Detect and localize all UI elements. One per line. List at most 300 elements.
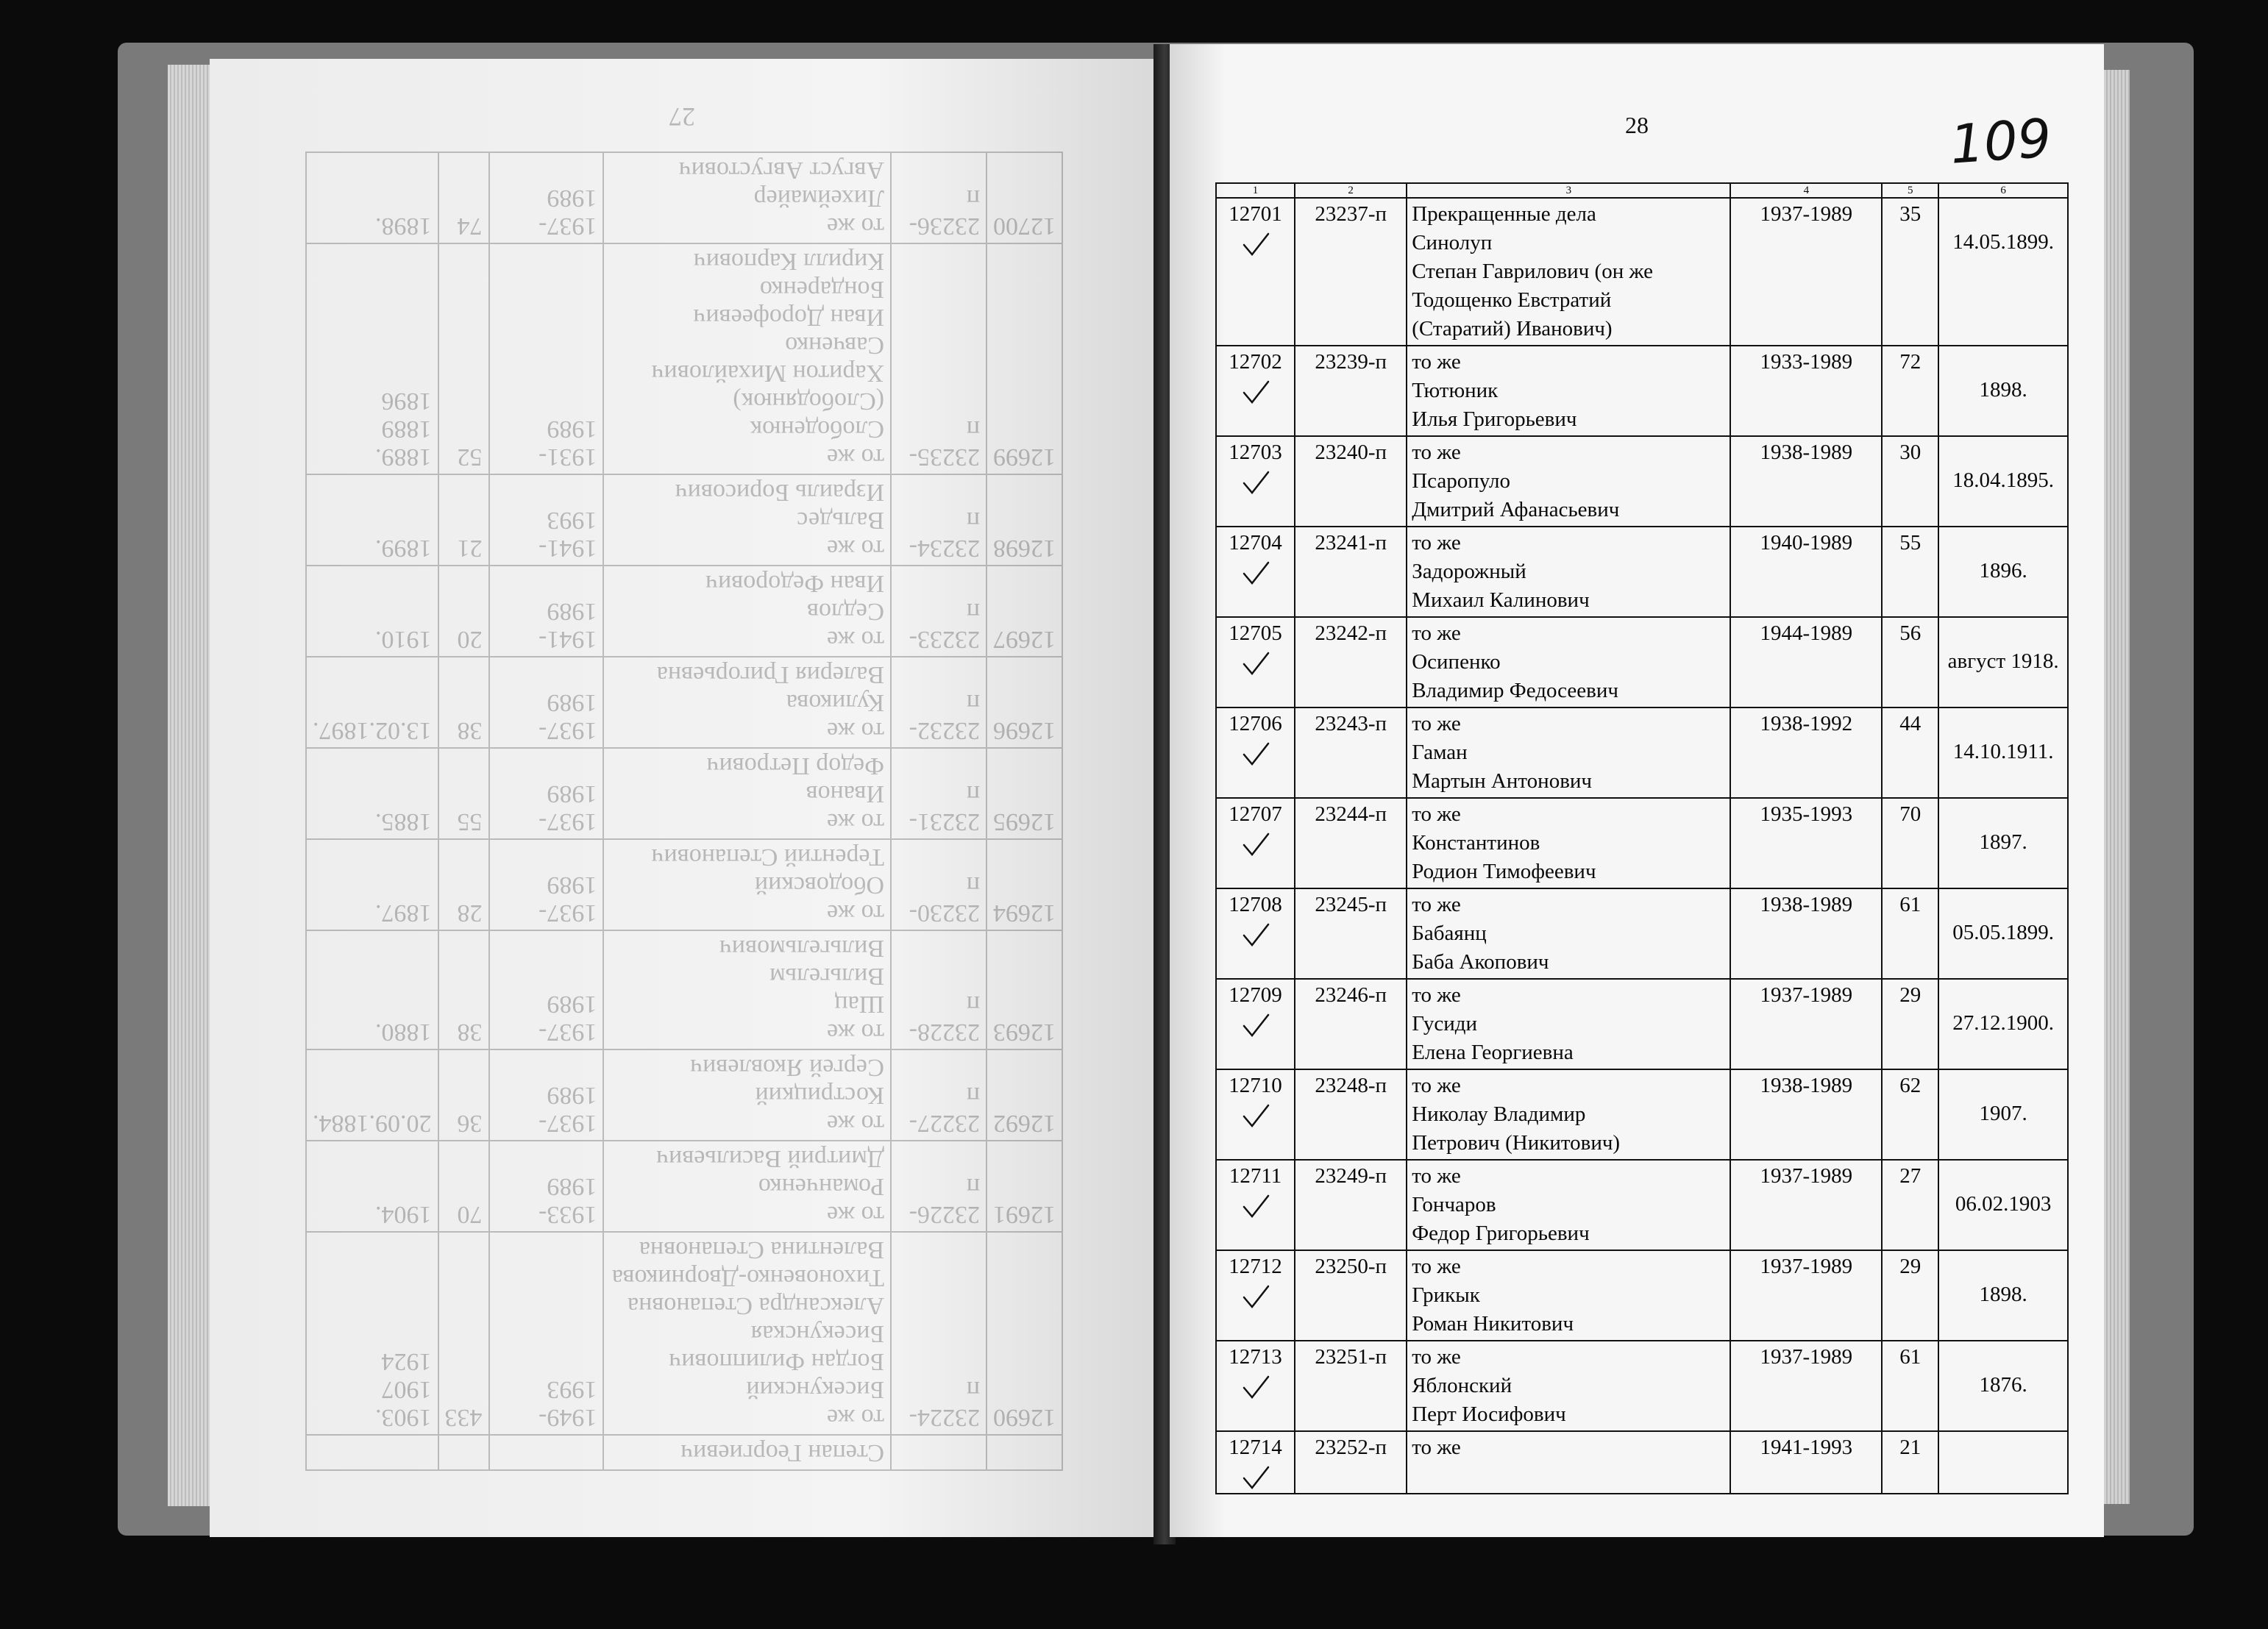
ghost-description-line: то же [826, 213, 885, 240]
case-number: 12703 [1229, 441, 1282, 464]
birth-date: 05.05.1899. [1952, 921, 2055, 944]
years-cell: 1933-1989 [1730, 346, 1882, 436]
sheet-count-cell: 29 [1882, 979, 1938, 1069]
ghost-description-line: Седлов [806, 598, 885, 625]
ghost-date: 1907 [381, 1376, 432, 1403]
birth-date: 18.04.1895. [1952, 468, 2055, 492]
case-number-cell [1216, 436, 1295, 527]
ghost-description-line: Вильгельм Вильгельмович [719, 935, 885, 990]
description-line: Елена Георгиевна [1412, 1041, 1574, 1064]
ghost-description-line: Савченко [785, 332, 885, 359]
ghost-dates [306, 1232, 438, 1435]
ghost-description [603, 930, 891, 1049]
case-description-cell [1407, 617, 1730, 707]
ghost-description [603, 1232, 891, 1435]
table-row [1216, 198, 2068, 346]
sheet-count-cell: 55 [1882, 527, 1938, 617]
ghost-date: 1880. [375, 1019, 432, 1046]
ghost-description-line: Степан Георгиевич [680, 1439, 885, 1466]
birth-date-cell [1938, 1069, 2068, 1160]
archive-ref-cell: 23244-п [1295, 798, 1407, 888]
sheet-count-cell: 70 [1882, 798, 1938, 888]
ghost-years: 1937-1989 [489, 839, 604, 930]
birth-date-cell [1938, 707, 2068, 798]
ghost-date: 13.02.1897. [313, 717, 432, 744]
ghost-archive-ref: 23230-п [891, 839, 987, 930]
table-row [1216, 1160, 2068, 1250]
ghost-description-line: Лихеймайер [753, 185, 885, 212]
handwritten-checkmark-icon [1241, 470, 1270, 496]
ghost-dates [306, 1049, 438, 1141]
ghost-case-number: 12695 [987, 748, 1062, 839]
left-page-number: 27 [669, 102, 695, 132]
table-row [1216, 979, 2068, 1069]
birth-date-cell [1938, 1341, 2068, 1431]
case-description-cell [1407, 1069, 1730, 1160]
ghost-description-line: Иван Дорофеевич [693, 304, 885, 331]
table-row [1216, 436, 2068, 527]
years-cell: 1938-1989 [1730, 1069, 1882, 1160]
ghost-archive-ref: 23226-п [891, 1141, 987, 1232]
ghost-case-number: 12699 [987, 243, 1062, 474]
ghost-description-line: Бондаренко [759, 276, 885, 303]
years-cell: 1937-1989 [1730, 1341, 1882, 1431]
ghost-description-line: Иванов [806, 780, 885, 808]
description-line: Гаман [1412, 741, 1468, 764]
case-number: 12712 [1229, 1255, 1282, 1278]
ghost-description-line: то же [826, 1110, 885, 1137]
birth-date-cell [1938, 1431, 2068, 1494]
sheet-count-cell: 35 [1882, 198, 1938, 346]
ghost-years: 1937-1989 [489, 748, 604, 839]
ghost-years: 1941-1993 [489, 474, 604, 566]
handwritten-checkmark-icon [1241, 651, 1270, 677]
case-number: 12702 [1229, 350, 1282, 374]
description-line: Илья Григорьевич [1412, 407, 1577, 431]
ghost-description-line: то же [826, 626, 885, 653]
ghost-description-line: Август Августович [678, 157, 885, 184]
ghost-description-line: Ободовский [754, 871, 885, 899]
birth-date: 27.12.1900. [1952, 1011, 2055, 1035]
ghost-archive-ref: 23234-п [891, 474, 987, 566]
description-line: то же [1412, 1074, 1461, 1097]
ghost-description-line: Сергей Яковлевич [690, 1054, 885, 1081]
sheet-count-cell: 61 [1882, 888, 1938, 979]
case-number: 12714 [1229, 1436, 1282, 1459]
column-header-row [1216, 183, 2068, 198]
table-row [1216, 798, 2068, 888]
case-number: 12711 [1229, 1164, 1282, 1188]
ghost-description-line: Куликова [786, 689, 885, 716]
ghost-date: 1924 [381, 1348, 432, 1375]
birth-date-cell [1938, 527, 2068, 617]
ghost-description-line: Валентина Степановна [639, 1236, 885, 1263]
birth-date-cell [1938, 436, 2068, 527]
column-header: 5 [1882, 183, 1938, 198]
ghost-row [306, 566, 1062, 657]
ghost-description-line: Кострицкий [755, 1082, 885, 1109]
description-line: Синолуп [1412, 231, 1493, 254]
birth-date-cell [1938, 198, 2068, 346]
ghost-description [603, 1435, 891, 1470]
birth-date: 1876. [1979, 1373, 2027, 1397]
column-header: 2 [1295, 183, 1407, 198]
description-line: Николау Владимир [1412, 1102, 1586, 1126]
case-number-cell [1216, 888, 1295, 979]
ghost-description-line: Харитон Михайлович [651, 360, 885, 387]
ghost-description-line: то же [826, 1404, 885, 1431]
birth-date-cell [1938, 1160, 2068, 1250]
archive-ref-cell: 23239-п [1295, 346, 1407, 436]
ghost-description [603, 748, 891, 839]
right-page [1170, 44, 2104, 1537]
ghost-case-number: 12698 [987, 474, 1062, 566]
ghost-dates [306, 657, 438, 748]
birth-date: 14.05.1899. [1952, 230, 2055, 254]
ghost-years: 1937-1989 [489, 930, 604, 1049]
ghost-description-line: Израиль Борисович [675, 479, 885, 506]
case-number-cell [1216, 979, 1295, 1069]
birth-date: 06.02.1903 [1955, 1192, 2052, 1216]
ghost-dates [306, 243, 438, 474]
ghost-row [306, 930, 1062, 1049]
description-line: то же [1412, 1436, 1461, 1459]
case-number-cell [1216, 527, 1295, 617]
case-description-cell [1407, 707, 1730, 798]
case-number-cell [1216, 1250, 1295, 1341]
ghost-description-line: то же [826, 717, 885, 744]
ghost-date: 1896 [381, 388, 432, 415]
ghost-row [306, 839, 1062, 930]
archive-ref-cell: 23245-п [1295, 888, 1407, 979]
description-line: Баба Акопович [1412, 950, 1549, 974]
ghost-description-line: Валерия Григорьевна [656, 661, 885, 688]
description-line: Роман Никитович [1412, 1312, 1574, 1336]
table-row [1216, 1431, 2068, 1494]
ghost-date: 1897. [375, 899, 432, 927]
years-cell: 1940-1989 [1730, 527, 1882, 617]
archive-ref-cell: 23251-п [1295, 1341, 1407, 1431]
sheet-count-cell: 62 [1882, 1069, 1938, 1160]
ghost-dates [306, 748, 438, 839]
handwritten-checkmark-icon [1241, 922, 1270, 949]
handwritten-checkmark-icon [1241, 1103, 1270, 1130]
case-number-cell [1216, 1160, 1295, 1250]
archive-ref-cell: 23248-п [1295, 1069, 1407, 1160]
description-line: то же [1412, 441, 1461, 464]
years-cell: 1937-1989 [1730, 1250, 1882, 1341]
case-description-cell [1407, 436, 1730, 527]
case-description-cell [1407, 1341, 1730, 1431]
ghost-description-line: Тихоновенко-Дворникова [611, 1264, 885, 1291]
archive-ref-cell: 23243-п [1295, 707, 1407, 798]
description-line: то же [1412, 1345, 1461, 1369]
case-description-cell [1407, 888, 1730, 979]
table-row [1216, 527, 2068, 617]
ghost-years: 1933-1989 [489, 1141, 604, 1232]
ghost-years: 1937-1989 [489, 152, 604, 243]
case-number: 12710 [1229, 1074, 1282, 1097]
ghost-dates [306, 1435, 438, 1470]
ghost-count: 55 [438, 748, 489, 839]
description-line: Гусиди [1412, 1012, 1478, 1035]
birth-date-cell [1938, 798, 2068, 888]
ghost-date: 1885. [375, 808, 432, 835]
handwritten-checkmark-icon [1241, 1465, 1270, 1491]
ghost-description-line: то же [826, 808, 885, 835]
ghost-row [306, 243, 1062, 474]
case-description-cell [1407, 527, 1730, 617]
ghost-description-line: Романченко [758, 1173, 885, 1200]
ghost-description-line: Бисекунская [750, 1320, 885, 1347]
ghost-date: 1904. [375, 1201, 432, 1228]
description-line: Перт Иосифович [1412, 1402, 1566, 1426]
ghost-description-line: Дмитрий Васильевич [655, 1145, 885, 1172]
ghost-count: 28 [438, 839, 489, 930]
ghost-description-line: то же [826, 1201, 885, 1228]
register-table [1215, 182, 2069, 1494]
handwritten-checkmark-icon [1241, 1375, 1270, 1401]
birth-date-cell [1938, 888, 2068, 979]
ghost-row [306, 657, 1062, 748]
ghost-description [603, 657, 891, 748]
case-number: 12704 [1229, 531, 1282, 555]
years-cell: 1937-1989 [1730, 979, 1882, 1069]
years-cell: 1937-1989 [1730, 1160, 1882, 1250]
ghost-years: 1949-1993 [489, 1232, 604, 1435]
ghost-count: 433 [438, 1232, 489, 1435]
column-header: 4 [1730, 183, 1882, 198]
case-description-cell [1407, 1250, 1730, 1341]
ghost-years: 1941-1989 [489, 566, 604, 657]
ghost-count: 36 [438, 1049, 489, 1141]
case-description-cell [1407, 198, 1730, 346]
archive-ref-cell: 23246-п [1295, 979, 1407, 1069]
case-description-cell [1407, 1431, 1730, 1494]
ghost-description-line: Федор Петрович [706, 752, 885, 780]
ghost-years: 1931-1989 [489, 243, 604, 474]
ghost-row [306, 1232, 1062, 1435]
table-row [1216, 888, 2068, 979]
handwritten-checkmark-icon [1241, 832, 1270, 858]
ghost-dates [306, 566, 438, 657]
case-number: 12708 [1229, 893, 1282, 916]
case-number: 12701 [1229, 202, 1282, 226]
description-line: Псаропуло [1412, 469, 1510, 493]
ghost-row [306, 1435, 1062, 1470]
ghost-description-line: Вальдес [797, 507, 885, 534]
ghost-description-line: то же [826, 535, 885, 562]
description-line: (Старатий) Иванович) [1412, 317, 1613, 341]
description-line: Константинов [1412, 831, 1540, 855]
column-header: 3 [1407, 183, 1730, 198]
case-number-cell [1216, 707, 1295, 798]
ghost-archive-ref: 23233-п [891, 566, 987, 657]
ghost-dates [306, 152, 438, 243]
table-row [1216, 1341, 2068, 1431]
ghost-date: 1899. [375, 535, 432, 562]
column-header: 1 [1216, 183, 1295, 198]
archive-ref-cell: 23250-п [1295, 1250, 1407, 1341]
handwritten-checkmark-icon [1241, 741, 1270, 768]
archive-ref-cell: 23237-п [1295, 198, 1407, 346]
ghost-archive-ref: 23235-п [891, 243, 987, 474]
archive-ref-cell: 23249-п [1295, 1160, 1407, 1250]
ghost-case-number: 12696 [987, 657, 1062, 748]
ghost-description-line: Иван Федорович [705, 570, 885, 597]
ghost-case-number: 12694 [987, 839, 1062, 930]
ghost-description [603, 839, 891, 930]
archive-ref-cell: 23240-п [1295, 436, 1407, 527]
handwritten-checkmark-icon [1241, 1194, 1270, 1220]
description-line: Дмитрий Афанасьевич [1412, 498, 1620, 521]
years-cell: 1937-1989 [1730, 198, 1882, 346]
birth-date: 1907. [1979, 1102, 2027, 1125]
case-number-cell [1216, 346, 1295, 436]
ghost-description [603, 1141, 891, 1232]
ghost-description-line: Богдан Филиппович [669, 1348, 885, 1375]
description-line: Петрович (Никитович) [1412, 1131, 1621, 1155]
description-line: Федор Григорьевич [1412, 1222, 1590, 1245]
description-line: то же [1412, 893, 1461, 916]
ghost-case-number: 12691 [987, 1141, 1062, 1232]
ghost-description [603, 474, 891, 566]
archive-ref-cell: 23252-п [1295, 1431, 1407, 1494]
ghost-description-line: Шац [834, 991, 885, 1018]
case-description-cell [1407, 1160, 1730, 1250]
ghost-years [489, 1435, 604, 1470]
description-line: то же [1412, 712, 1461, 735]
description-line: Родион Тимофеевич [1412, 860, 1596, 883]
ghost-count: 74 [438, 152, 489, 243]
sheet-count-cell: 27 [1882, 1160, 1938, 1250]
table-row [1216, 1250, 2068, 1341]
birth-date-cell [1938, 1250, 2068, 1341]
ghost-description-line: Терентий Степанович [651, 844, 885, 871]
ghost-dates [306, 930, 438, 1049]
column-header: 6 [1938, 183, 2068, 198]
years-cell: 1938-1989 [1730, 888, 1882, 979]
ghost-count: 21 [438, 474, 489, 566]
ghost-table [305, 152, 1063, 1471]
table-row [1216, 617, 2068, 707]
table-row [1216, 1069, 2068, 1160]
ghost-count: 38 [438, 657, 489, 748]
description-line: то же [1412, 1255, 1461, 1278]
years-cell: 1935-1993 [1730, 798, 1882, 888]
ghost-description [603, 1049, 891, 1141]
sheet-count-cell: 56 [1882, 617, 1938, 707]
ghost-description-line: Александра Степановна [628, 1292, 885, 1319]
ghost-dates [306, 474, 438, 566]
ghost-description [603, 243, 891, 474]
years-cell: 1938-1989 [1730, 436, 1882, 527]
description-line: Задорожный [1412, 560, 1526, 583]
ghost-case-number [987, 1435, 1062, 1470]
description-line: Осипенко [1412, 650, 1501, 674]
ghost-count: 70 [438, 1141, 489, 1232]
ghost-years: 1937-1989 [489, 657, 604, 748]
birth-date: 1897. [1979, 830, 2027, 854]
description-line: то же [1412, 531, 1461, 555]
case-description-cell [1407, 798, 1730, 888]
years-cell: 1938-1992 [1730, 707, 1882, 798]
handwritten-checkmark-icon [1241, 1013, 1270, 1039]
ghost-date: 1889. [375, 443, 432, 471]
birth-date-cell [1938, 979, 2068, 1069]
case-number-cell [1216, 198, 1295, 346]
ghost-description [603, 152, 891, 243]
handwritten-checkmark-icon [1241, 232, 1270, 258]
ghost-description-line: Бисекунский [746, 1376, 885, 1403]
case-number: 12707 [1229, 802, 1282, 826]
ghost-description-line: Слободенюк (Слободянюк) [733, 388, 885, 443]
ghost-date: 1910. [375, 626, 432, 653]
page-stack-right [2100, 70, 2130, 1504]
case-number-cell [1216, 1341, 1295, 1431]
ghost-count: 20 [438, 566, 489, 657]
right-page-number: 28 [1625, 112, 1649, 138]
ghost-case-number: 12693 [987, 930, 1062, 1049]
case-description-cell [1407, 346, 1730, 436]
description-line: Яблонский [1412, 1374, 1512, 1397]
ghost-description-line: то же [826, 443, 885, 471]
ghost-case-number: 12692 [987, 1049, 1062, 1141]
page-stack-left [168, 65, 212, 1506]
case-number: 12705 [1229, 621, 1282, 645]
description-line: Тодощенко Евстратий [1412, 288, 1612, 312]
description-line: то же [1412, 983, 1461, 1007]
sheet-count-cell: 29 [1882, 1250, 1938, 1341]
ghost-description-line: Кирилл Карпович [693, 248, 885, 275]
sheet-count-cell: 61 [1882, 1341, 1938, 1431]
description-line: Тютюник [1412, 379, 1499, 402]
description-line: Мартын Антонович [1412, 769, 1592, 793]
archive-ref-cell: 23241-п [1295, 527, 1407, 617]
ghost-archive-ref: 23227-п [891, 1049, 987, 1141]
description-line: то же [1412, 350, 1461, 374]
description-line: то же [1412, 1164, 1461, 1188]
archive-ref-cell: 23242-п [1295, 617, 1407, 707]
case-number-cell [1216, 798, 1295, 888]
description-line: то же [1412, 802, 1461, 826]
ghost-date: 20.09.1884. [313, 1110, 432, 1137]
ghost-description [603, 566, 891, 657]
ghost-row [306, 152, 1062, 243]
description-line: Владимир Федосеевич [1412, 679, 1618, 702]
bleed-through-text [305, 74, 1063, 1471]
sheet-count-cell: 72 [1882, 346, 1938, 436]
ghost-dates [306, 1141, 438, 1232]
handwritten-checkmark-icon [1241, 560, 1270, 587]
ghost-date: 1889 [381, 416, 432, 443]
ghost-dates [306, 839, 438, 930]
ghost-row [306, 748, 1062, 839]
ghost-date: 1898. [375, 213, 432, 240]
case-description-cell [1407, 979, 1730, 1069]
ghost-case-number: 12700 [987, 152, 1062, 243]
sheet-count-cell: 44 [1882, 707, 1938, 798]
case-number-cell [1216, 1069, 1295, 1160]
handwritten-checkmark-icon [1241, 1284, 1270, 1311]
years-cell: 1941-1993 [1730, 1431, 1882, 1494]
ghost-archive-ref: 23228-п [891, 930, 987, 1049]
birth-date: 1896. [1979, 559, 2027, 582]
description-line: Грикык [1412, 1283, 1480, 1307]
ghost-count [438, 1435, 489, 1470]
ghost-row [306, 474, 1062, 566]
ghost-archive-ref [891, 1435, 987, 1470]
